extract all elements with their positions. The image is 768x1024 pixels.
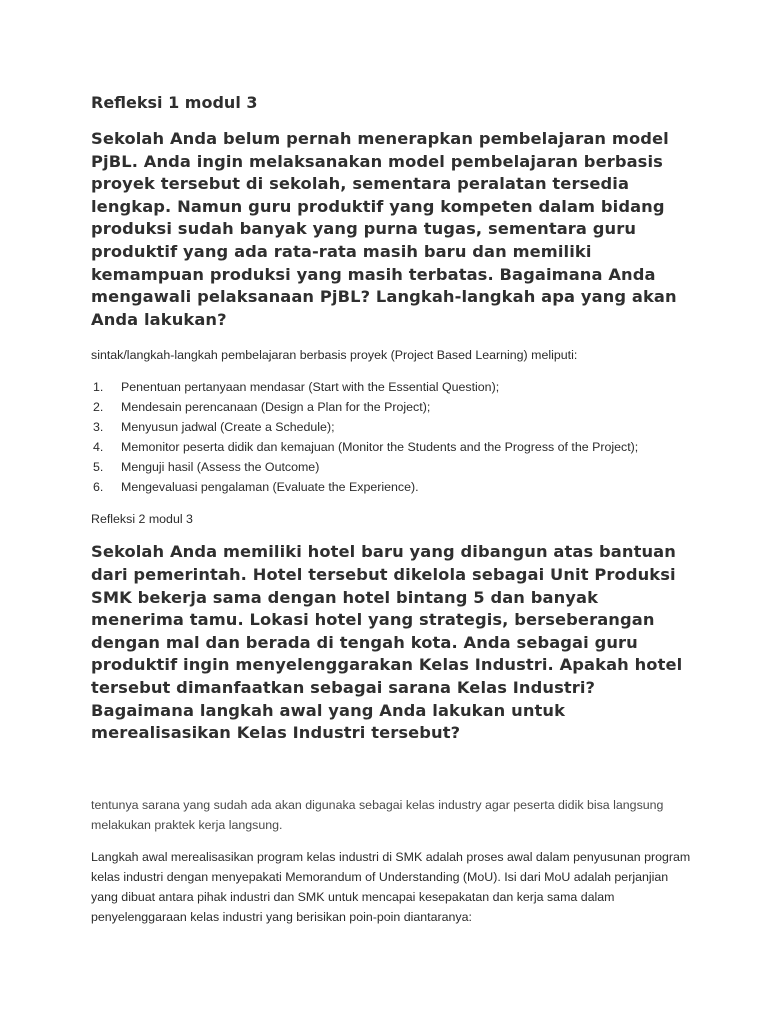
answer-paragraph-2: Langkah awal merealisasikan program kelas industri di SMK adalah proses awal dalam penyusunan program kelas industri dengan menyepakati Memorandum of Understanding (MoU). Isi dari MoU adalah perjanjian yang dibuat antara pihak industri dan SMK untuk mencapai kesepakatan dan kerja sama dalam penyelenggaraan kelas industri yang berisikan poin-poin diantaranya:	[91, 849, 691, 924]
list-item: 3. Menyusun jadwal (Create a Schedule);	[93, 420, 335, 435]
list-item: 5. Menguji hasil (Assess the Outcome)	[93, 460, 320, 475]
answer-paragraph-1: tentunya sarana yang sudah ada akan digunaka sebagai kelas industry agar peserta didik bisa langsung melakukan praktek kerja langsung.	[91, 797, 664, 832]
reflection-1-title: Refleksi 1 modul 3	[91, 93, 258, 112]
steps-list	[91, 377, 691, 497]
list-item: 6. Mengevaluasi pengalaman (Evaluate the Experience).	[93, 480, 419, 495]
reflection-2-question: Sekolah Anda memiliki hotel baru yang dibangun atas bantuan dari pemerintah. Hotel tersebut dikelola sebagai Unit Produksi SMK bekerja sama dengan hotel bintang 5 dan banyak menerima tamu. Lokasi hotel yang strategis, berseberangan dengan mal dan berada di tengah kota. Anda sebagai guru produktif ingin menyelenggarakan Kelas Industri. Apakah hotel tersebut dimanfaatkan sebagai sarana Kelas Industri? Bagaimana langkah awal yang Anda lakukan untuk merealisasikan Kelas Industri tersebut?	[91, 542, 683, 743]
reflection-1-question: Sekolah Anda belum pernah menerapkan pembelajaran model PjBL. Anda ingin melaksanakan model pembelajaran berbasis proyek tersebut di sekolah, sementara peralatan tersedia lengkap. Namun guru produktif yang kompeten dalam bidang produksi sudah banyak yang purna tugas, sementara guru produktif yang ada rata-rata masih baru dan memiliki kemampuan produksi yang masih terbatas. Bagaimana Anda mengawali pelaksanaan PjBL? Langkah-langkah apa yang akan Anda lakukan?	[91, 129, 677, 329]
list-item: 1. Penentuan pertanyaan mendasar (Start with the Essential Question);	[93, 380, 500, 395]
reflection-2-title: Refleksi 2 modul 3	[91, 512, 193, 527]
document-content	[91, 92, 691, 927]
list-item: 2. Mendesain perencanaan (Design a Plan for the Project);	[93, 400, 431, 415]
steps-intro: sintak/langkah-langkah pembelajaran berbasis proyek (Project Based Learning) meliputi:	[91, 348, 578, 363]
list-item: 4. Memonitor peserta didik dan kemajuan (Monitor the Students and the Progress of the Project);	[93, 440, 639, 455]
